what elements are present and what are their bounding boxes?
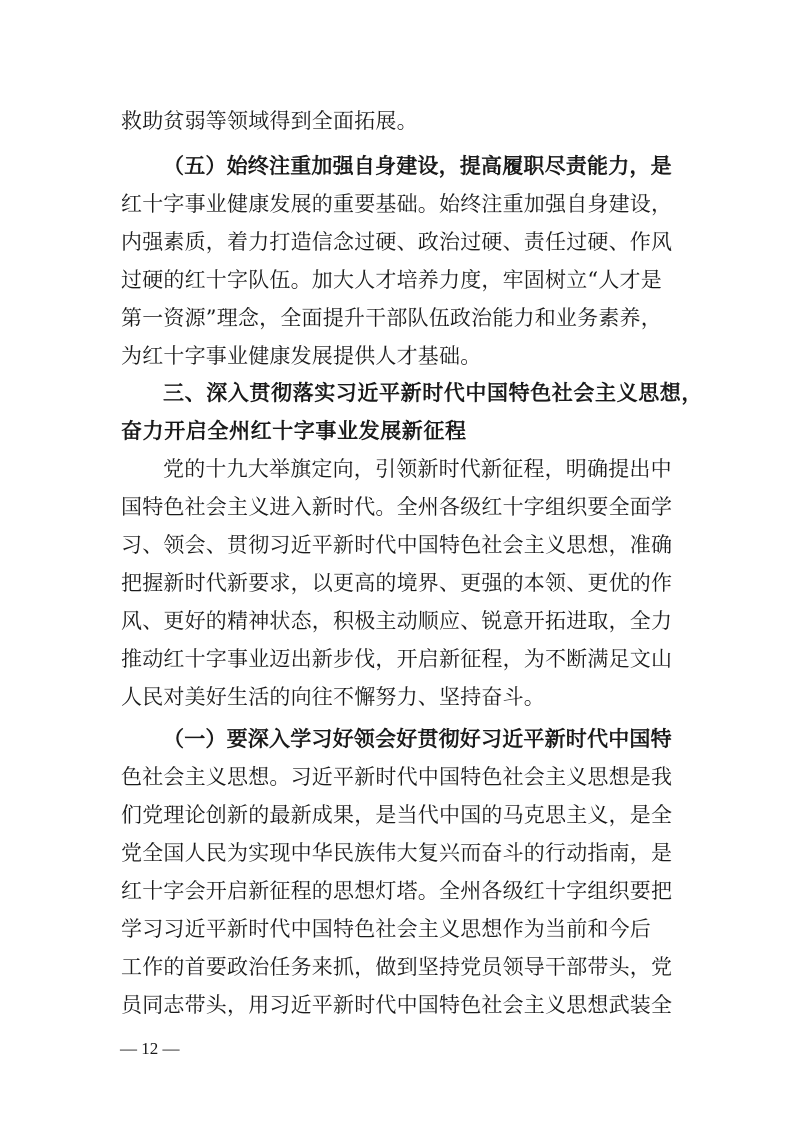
page-number: — 12 — bbox=[120, 1039, 180, 1058]
body-line: 人民对美好生活的向往不懈努力、坚持奋斗。 bbox=[121, 685, 545, 709]
body-line: 风、更好的精神状态，积极主动顺应、锐意开拓进取，全力 bbox=[121, 609, 673, 633]
body-line: 党全国人民为实现中华民族伟大复兴而奋斗的行动指南，是 bbox=[121, 841, 673, 865]
body-line: 工作的首要政治任务来抓，做到坚持党员领导干部带头，党 bbox=[121, 955, 673, 979]
body-line: 红十字会开启新征程的思想灯塔。全州各级红十字组织要把 bbox=[121, 879, 673, 903]
body-line: 过硬的红十字队伍。加大人才培养力度，牢固树立“人才是 bbox=[121, 268, 662, 292]
body-line: 把握新时代新要求，以更高的境界、更强的本领、更优的作 bbox=[121, 571, 673, 595]
body-line: 学习习近平新时代中国特色社会主义思想作为当前和今后 bbox=[121, 917, 651, 941]
subsection-heading-line: （一）要深入学习好领会好贯彻好习近平新时代中国特 bbox=[163, 726, 672, 751]
body-line: 们党理论创新的最新成果，是当代中国的马克思主义，是全 bbox=[121, 803, 673, 827]
subsection-heading-line: （五）始终注重加强自身建设，提高履职尽责能力，是 bbox=[163, 153, 672, 178]
body-line: 救助贫弱等领域得到全面拓展。 bbox=[121, 109, 418, 133]
body-line: 习、领会、贯彻习近平新时代中国特色社会主义思想，准确 bbox=[121, 533, 673, 557]
section-heading-line: 奋力开启全州红十字事业发展新征程 bbox=[121, 419, 467, 443]
body-line: 国特色社会主义进入新时代。全州各级红十字组织要全面学 bbox=[121, 495, 673, 519]
body-line: 红十字事业健康发展的重要基础。始终注重加强自身建设， bbox=[121, 192, 673, 216]
section-heading-line: 三、深入贯彻落实习近平新时代中国特色社会主义思想， bbox=[163, 381, 703, 405]
body-line: 第一资源”理念，全面提升干部队伍政治能力和业务素养， bbox=[121, 306, 662, 330]
body-line: 推动红十字事业迈出新步伐，开启新征程，为不断满足文山 bbox=[121, 647, 673, 671]
body-line: 色社会主义思想。习近平新时代中国特色社会主义思想是我 bbox=[121, 765, 673, 789]
body-line: 员同志带头，用习近平新时代中国特色社会主义思想武装全 bbox=[121, 993, 673, 1017]
body-line: 内强素质，着力打造信念过硬、政治过硬、责任过硬、作风 bbox=[121, 230, 673, 254]
body-line: 党的十九大举旗定向，引领新时代新征程，明确提出中 bbox=[163, 457, 672, 481]
body-line: 为红十字事业健康发展提供人才基础。 bbox=[121, 344, 482, 368]
